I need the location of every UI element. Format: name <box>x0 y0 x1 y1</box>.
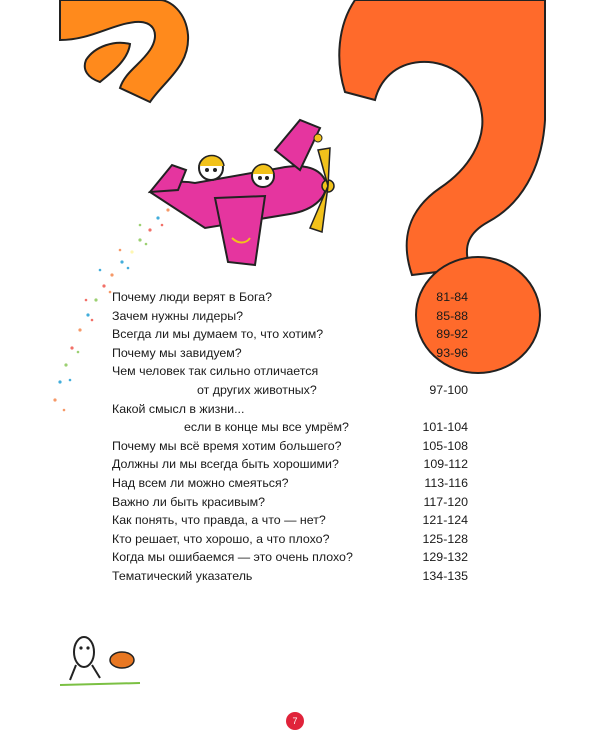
toc-entry[interactable] <box>112 455 468 474</box>
toc-entry-pages: 85-88 <box>436 308 468 323</box>
toc-entry-title: Важно ли быть красивым? <box>112 494 266 509</box>
toc-entry-title-line2: если в конце мы все умрём? <box>184 420 349 435</box>
toc-entry[interactable] <box>112 362 468 399</box>
toc-entry-pages: 125-128 <box>422 531 468 546</box>
toc-entry-pages: 105-108 <box>422 438 468 453</box>
toc-entry-pages: 89-92 <box>436 327 468 342</box>
toc-entry-pages: 129-132 <box>422 550 468 565</box>
toc-entry-title: Почему мы завидуем? <box>112 345 242 360</box>
toc-entry-pages: 97-100 <box>429 382 468 397</box>
airplane-illustration <box>150 120 334 265</box>
toc-entry-title-line1: Какой смысл в жизни... <box>112 401 245 416</box>
toc-entry[interactable] <box>112 437 468 456</box>
toc-entry[interactable] <box>112 307 468 326</box>
page-number: 7 <box>286 712 304 730</box>
toc-entry[interactable] <box>112 288 468 307</box>
toc-entry-title: Над всем ли можно смеяться? <box>112 475 289 490</box>
toc-entry[interactable] <box>112 474 468 493</box>
toc-entry-title-line1: Чем человек так сильно отличается <box>112 364 319 379</box>
runner-character-icon <box>60 637 140 685</box>
toc-entry-pages: 121-124 <box>422 513 468 528</box>
toc-entry[interactable] <box>112 530 468 549</box>
toc-entry-pages: 93-96 <box>436 345 468 360</box>
toc-entry-title-line2: от других животных? <box>197 382 317 397</box>
toc-entry-title: Как понять, что правда, а что — нет? <box>112 513 326 528</box>
toc-entry[interactable] <box>112 548 468 567</box>
toc-entry-title: Должны ли мы всегда быть хорошими? <box>112 457 339 472</box>
table-of-contents <box>112 288 468 586</box>
left-question-mark-icon <box>60 0 188 102</box>
toc-entry-title: Почему люди верят в Бога? <box>112 290 273 304</box>
toc-entry[interactable] <box>112 400 468 437</box>
toc-entry-pages: 134-135 <box>422 568 468 583</box>
toc-entry-pages: 81-84 <box>436 290 468 304</box>
toc-entry[interactable] <box>112 567 468 586</box>
toc-entry-title: Зачем нужны лидеры? <box>112 308 244 323</box>
toc-entry-pages: 109-112 <box>423 457 468 472</box>
toc-entry-title: Почему мы всё время хотим большего? <box>112 438 342 453</box>
toc-entry-title: Тематический указатель <box>112 568 253 583</box>
toc-entry-title: Кто решает, что хорошо, а что плохо? <box>112 531 330 546</box>
toc-entry-pages: 117-120 <box>423 494 468 509</box>
toc-entry-line2 <box>112 381 468 400</box>
toc-entry[interactable] <box>112 511 468 530</box>
toc-entry-pages: 101-104 <box>422 420 468 435</box>
toc-entry[interactable] <box>112 325 468 344</box>
toc-entry-pages: 113-116 <box>424 475 468 490</box>
toc-entry[interactable] <box>112 344 468 363</box>
toc-entry-title: Когда мы ошибаемся — это очень плохо? <box>112 550 353 565</box>
toc-entry-title: Всегда ли мы думаем то, что хотим? <box>112 327 324 342</box>
toc-entry-line2 <box>112 418 468 437</box>
toc-entry[interactable] <box>112 493 468 512</box>
